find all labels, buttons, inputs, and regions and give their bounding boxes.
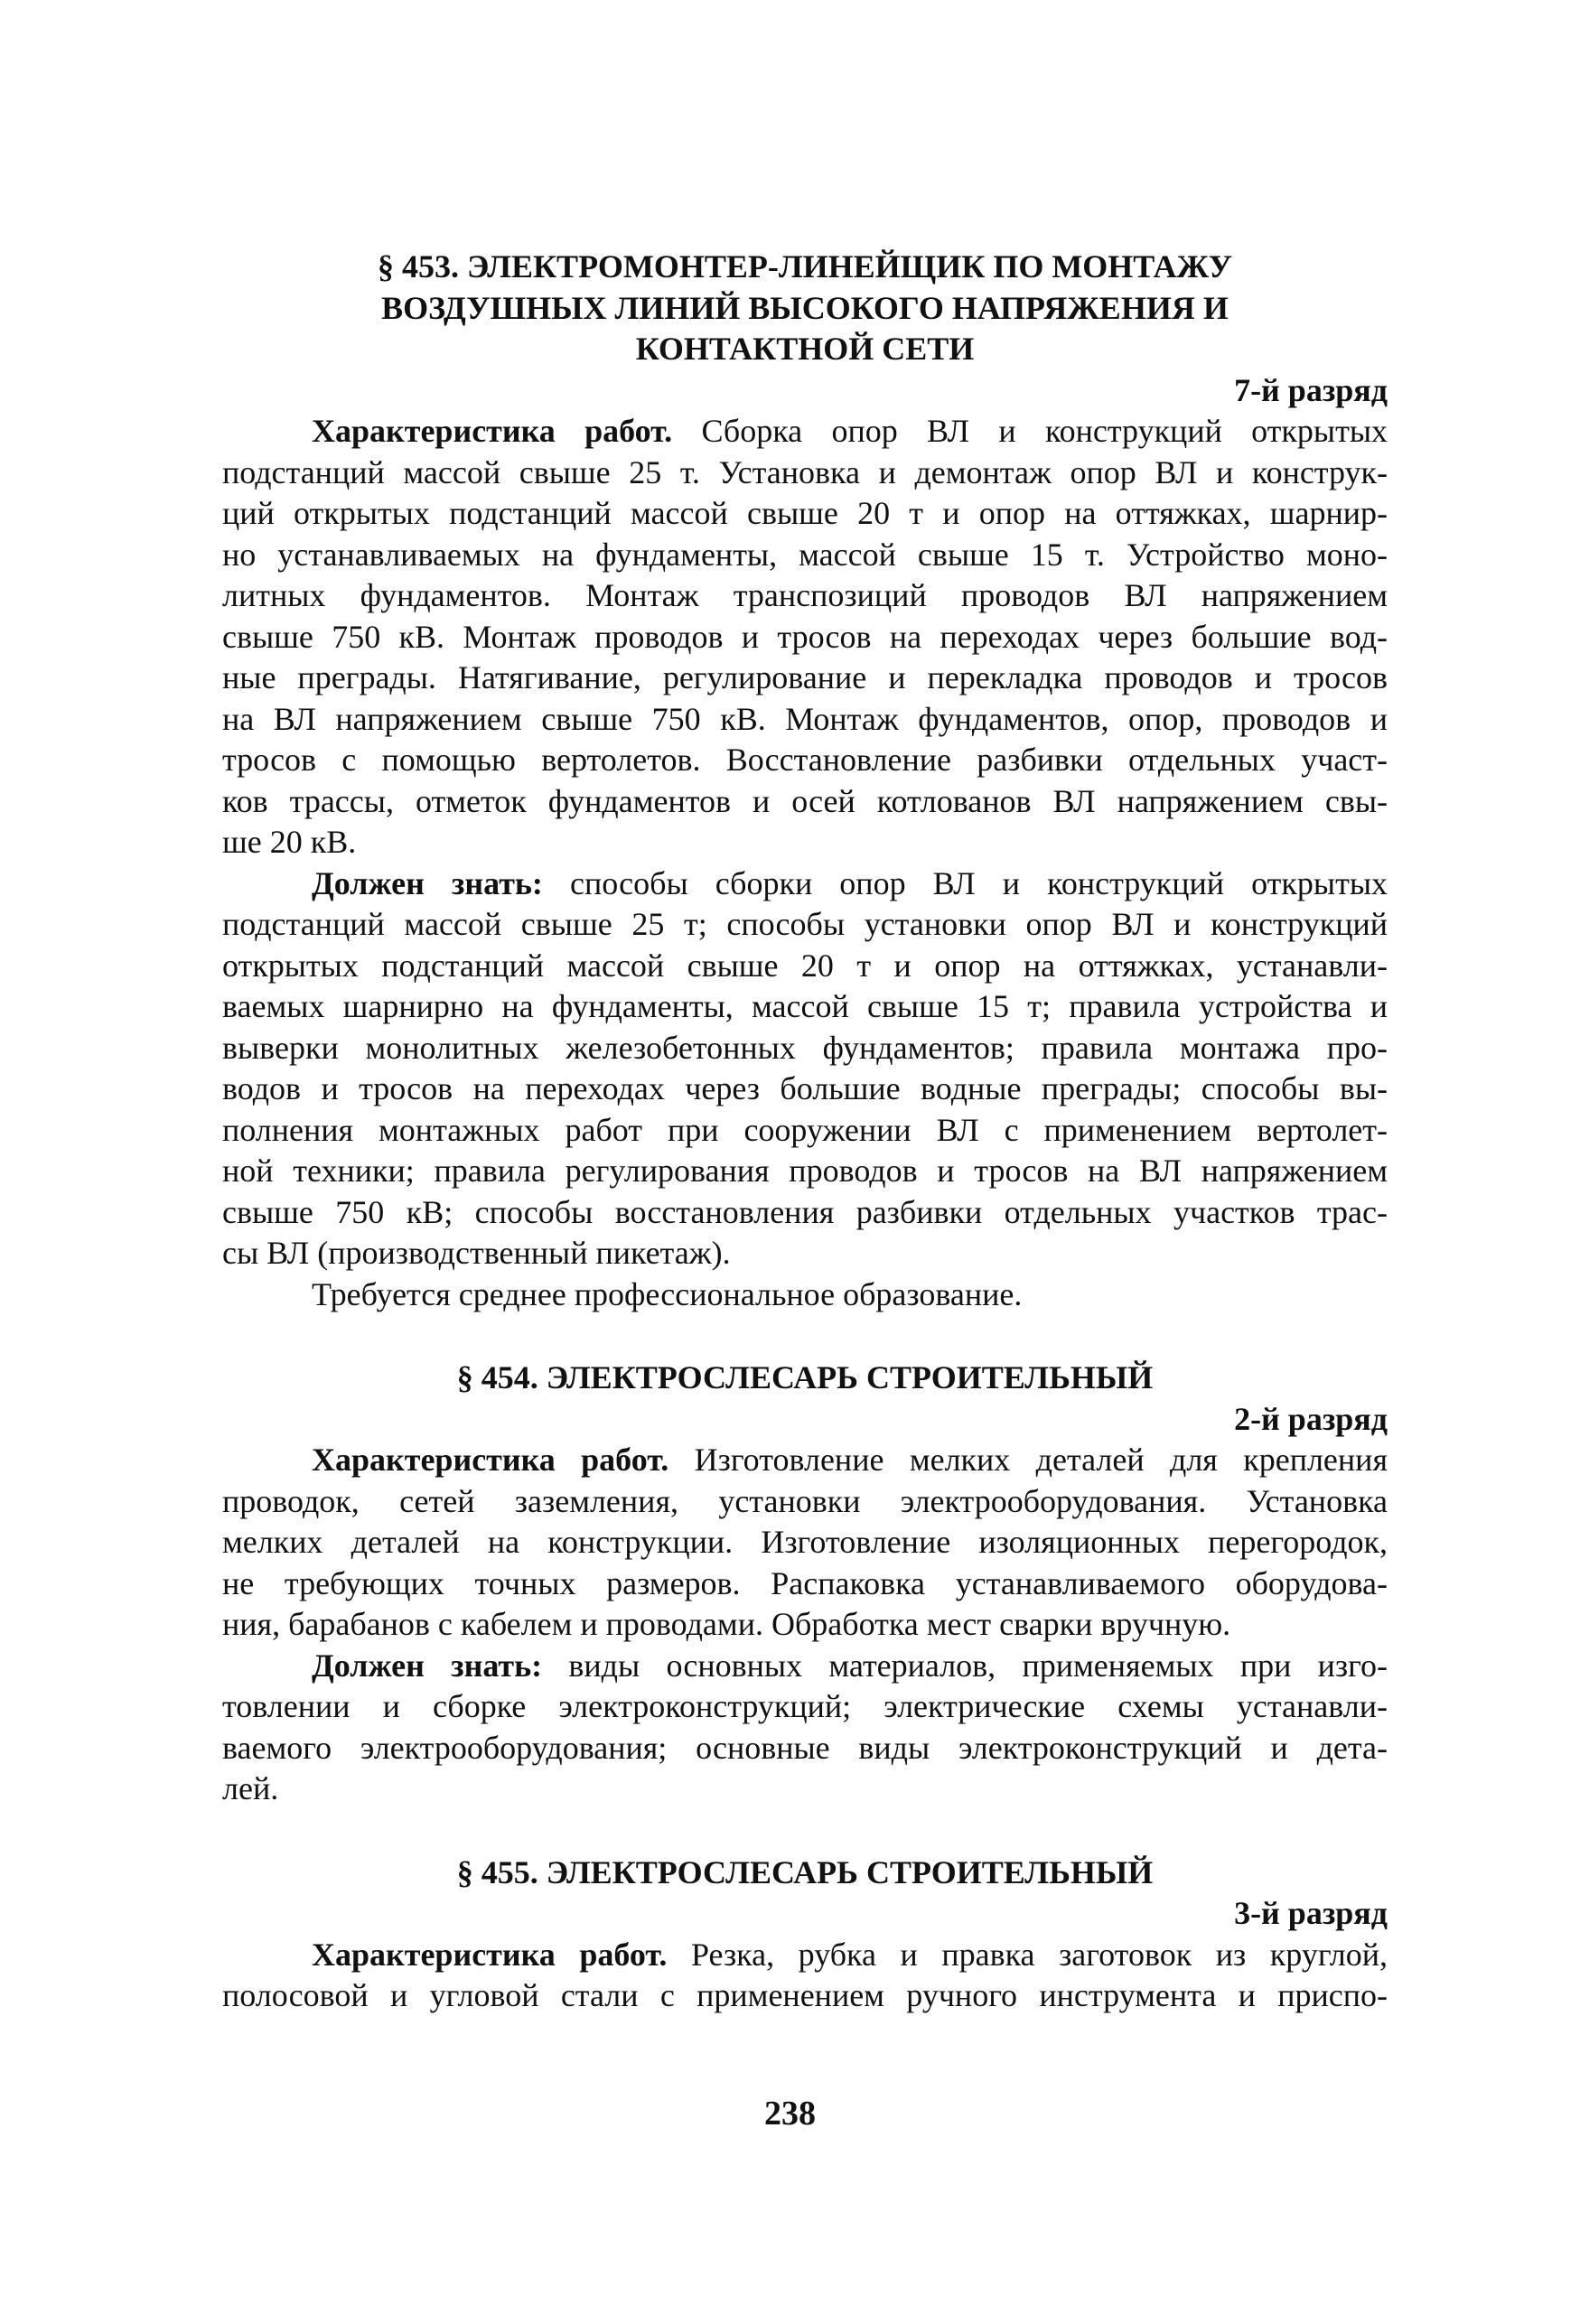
text-line bbox=[222, 1440, 1388, 1481]
line-text: Резка, рубка и правка заготовок из круглой, bbox=[690, 1936, 1388, 1973]
text-line bbox=[222, 658, 1388, 699]
text-line bbox=[222, 411, 1388, 453]
line-text: подстанций массой свыше 25 т. Установка и демонтаж опор ВЛ и конструк- bbox=[222, 453, 1388, 490]
line-text: Изготовление мелких деталей для крепления bbox=[694, 1442, 1388, 1478]
text-line bbox=[222, 781, 1388, 823]
text-line bbox=[222, 946, 1388, 987]
section bbox=[222, 1315, 1388, 1810]
line-text: ной техники; правила регулирования проводов и тросов на ВЛ напряжением bbox=[222, 1153, 1388, 1189]
text-line bbox=[222, 1233, 1388, 1274]
text-line bbox=[222, 1686, 1388, 1728]
line-text: товлении и сборке электроконструкций; электрические схемы устанавли- bbox=[222, 1688, 1388, 1724]
line-text: проводок, сетей заземления, установки электрооборудования. Установка bbox=[222, 1482, 1388, 1519]
line-text: Сборка опор ВЛ и конструкций открытых bbox=[701, 413, 1388, 449]
page-number: 238 bbox=[764, 2095, 816, 2133]
paragraph bbox=[222, 411, 1388, 863]
text-line bbox=[222, 1975, 1388, 2017]
line-text: виды основных материалов, применяемых при изго- bbox=[568, 1647, 1388, 1684]
line-text: ций открытых подстанций массой свыше 20 т и опор на оттяжках, шарнир- bbox=[222, 495, 1388, 531]
text-line bbox=[222, 1028, 1388, 1069]
text-line bbox=[222, 1604, 1388, 1646]
line-text: Требуется среднее профессиональное образование. bbox=[312, 1275, 1023, 1312]
grade-label: 2-й разряд bbox=[1234, 1400, 1388, 1437]
text-line bbox=[222, 863, 1388, 905]
text-line bbox=[222, 1110, 1388, 1152]
text-line bbox=[222, 740, 1388, 781]
text-line bbox=[222, 453, 1388, 494]
paragraph bbox=[222, 1935, 1388, 2017]
section-title-line: ВОЗДУШНЫХ ЛИНИЙ ВЫСОКОГО НАПРЯЖЕНИЯ И bbox=[381, 289, 1229, 326]
grade-label: 3-й разряд bbox=[1234, 1895, 1388, 1931]
text-line bbox=[222, 1481, 1388, 1523]
section bbox=[222, 1810, 1388, 2017]
text-line bbox=[222, 1522, 1388, 1563]
line-text: ше 20 кВ. bbox=[222, 824, 357, 860]
line-text: на ВЛ напряжением свыше 750 кВ. Монтаж фундаментов, опор, проводов и bbox=[222, 700, 1388, 737]
section-spacer bbox=[222, 1810, 1388, 1853]
line-text: но устанавливаемых на фундаменты, массой свыше 15 т. Устройство моно- bbox=[222, 536, 1388, 573]
text-line bbox=[222, 1563, 1388, 1605]
paragraph-lead: Характеристика работ. bbox=[312, 1442, 669, 1478]
text-line bbox=[222, 575, 1388, 617]
line-text: полнения монтажных работ при сооружении ВЛ с применением вертолет- bbox=[222, 1111, 1388, 1148]
line-text: свыше 750 кВ; способы восстановления разбивки отдельных участков трас- bbox=[222, 1193, 1388, 1230]
paragraph-lead: Должен знать: bbox=[312, 864, 543, 901]
text-line bbox=[222, 904, 1388, 946]
line-text: ков трассы, отметок фундаментов и осей котлованов ВЛ напряжением свы- bbox=[222, 782, 1388, 819]
text-line bbox=[222, 1274, 1388, 1316]
section-title-line: § 453. ЭЛЕКТРОМОНТЕР-ЛИНЕЙЩИК ПО МОНТАЖУ bbox=[377, 248, 1233, 285]
line-text: лей. bbox=[222, 1770, 279, 1806]
section bbox=[222, 247, 1388, 1315]
text-line bbox=[222, 1935, 1388, 1976]
section-spacer bbox=[222, 1315, 1388, 1358]
line-text: сы ВЛ (производственный пикетаж). bbox=[222, 1235, 731, 1271]
section-title-line: § 454. ЭЛЕКТРОСЛЕСАРЬ СТРОИТЕЛЬНЫЙ bbox=[456, 1359, 1154, 1395]
line-text: ваемых шарнирно на фундаменты, массой свыше 15 т; правила устройства и bbox=[222, 988, 1388, 1024]
line-text: ные преграды. Натягивание, регулирование и перекладка проводов и тросов bbox=[222, 659, 1388, 695]
line-text: ваемого электрооборудования; основные виды электроконструкций и дета- bbox=[222, 1729, 1388, 1766]
line-text: тросов с помощью вертолетов. Восстановление разбивки отдельных участ- bbox=[222, 742, 1388, 778]
line-text: литных фундаментов. Монтаж транспозиций проводов ВЛ напряжением bbox=[222, 577, 1388, 613]
line-text: полосовой и угловой стали с применением ручного инструмента и приспо- bbox=[222, 1977, 1388, 2013]
text-line bbox=[222, 986, 1388, 1028]
line-text: выверки монолитных железобетонных фундаментов; правила монтажа про- bbox=[222, 1029, 1388, 1066]
section-title-line: КОНТАКТНОЙ СЕТИ bbox=[635, 331, 975, 367]
paragraph bbox=[222, 1440, 1388, 1646]
paragraph-lead: Характеристика работ. bbox=[312, 413, 673, 449]
paragraph-lead: Характеристика работ. bbox=[312, 1936, 668, 1973]
line-text: способы сборки опор ВЛ и конструкций открытых bbox=[570, 864, 1388, 901]
text-line bbox=[222, 535, 1388, 576]
line-text: свыше 750 кВ. Монтаж проводов и тросов на переходах через большие вод- bbox=[222, 618, 1388, 655]
line-text: подстанций массой свыше 25 т; способы установки опор ВЛ и конструкций bbox=[222, 906, 1388, 942]
text-line bbox=[222, 1769, 1388, 1810]
section-title-line: § 455. ЭЛЕКТРОСЛЕСАРЬ СТРОИТЕЛЬНЫЙ bbox=[456, 1853, 1154, 1890]
text-line bbox=[222, 493, 1388, 535]
text-line bbox=[222, 699, 1388, 741]
page-body bbox=[222, 247, 1388, 2017]
paragraph bbox=[222, 1646, 1388, 1810]
text-line bbox=[222, 822, 1388, 863]
text-line bbox=[222, 1728, 1388, 1769]
text-line bbox=[222, 1192, 1388, 1234]
line-text: открытых подстанций массой свыше 20 т и опор на оттяжках, устанавли- bbox=[222, 947, 1388, 984]
text-line bbox=[222, 1151, 1388, 1192]
paragraph bbox=[222, 1274, 1388, 1316]
line-text: водов и тросов на переходах через большие водные преграды; способы вы- bbox=[222, 1070, 1388, 1106]
line-text: мелких деталей на конструкции. Изготовление изоляционных перегородок, bbox=[222, 1524, 1388, 1560]
paragraph bbox=[222, 863, 1388, 1274]
paragraph-lead: Должен знать: bbox=[312, 1647, 543, 1684]
grade-label: 7-й разряд bbox=[1234, 371, 1388, 408]
text-line bbox=[222, 1069, 1388, 1110]
text-line bbox=[222, 617, 1388, 658]
line-text: ния, барабанов с кабелем и проводами. Обработка мест сварки вручную. bbox=[222, 1606, 1231, 1642]
text-line bbox=[222, 1646, 1388, 1687]
line-text: не требующих точных размеров. Распаковка устанавливаемого оборудова- bbox=[222, 1564, 1388, 1601]
